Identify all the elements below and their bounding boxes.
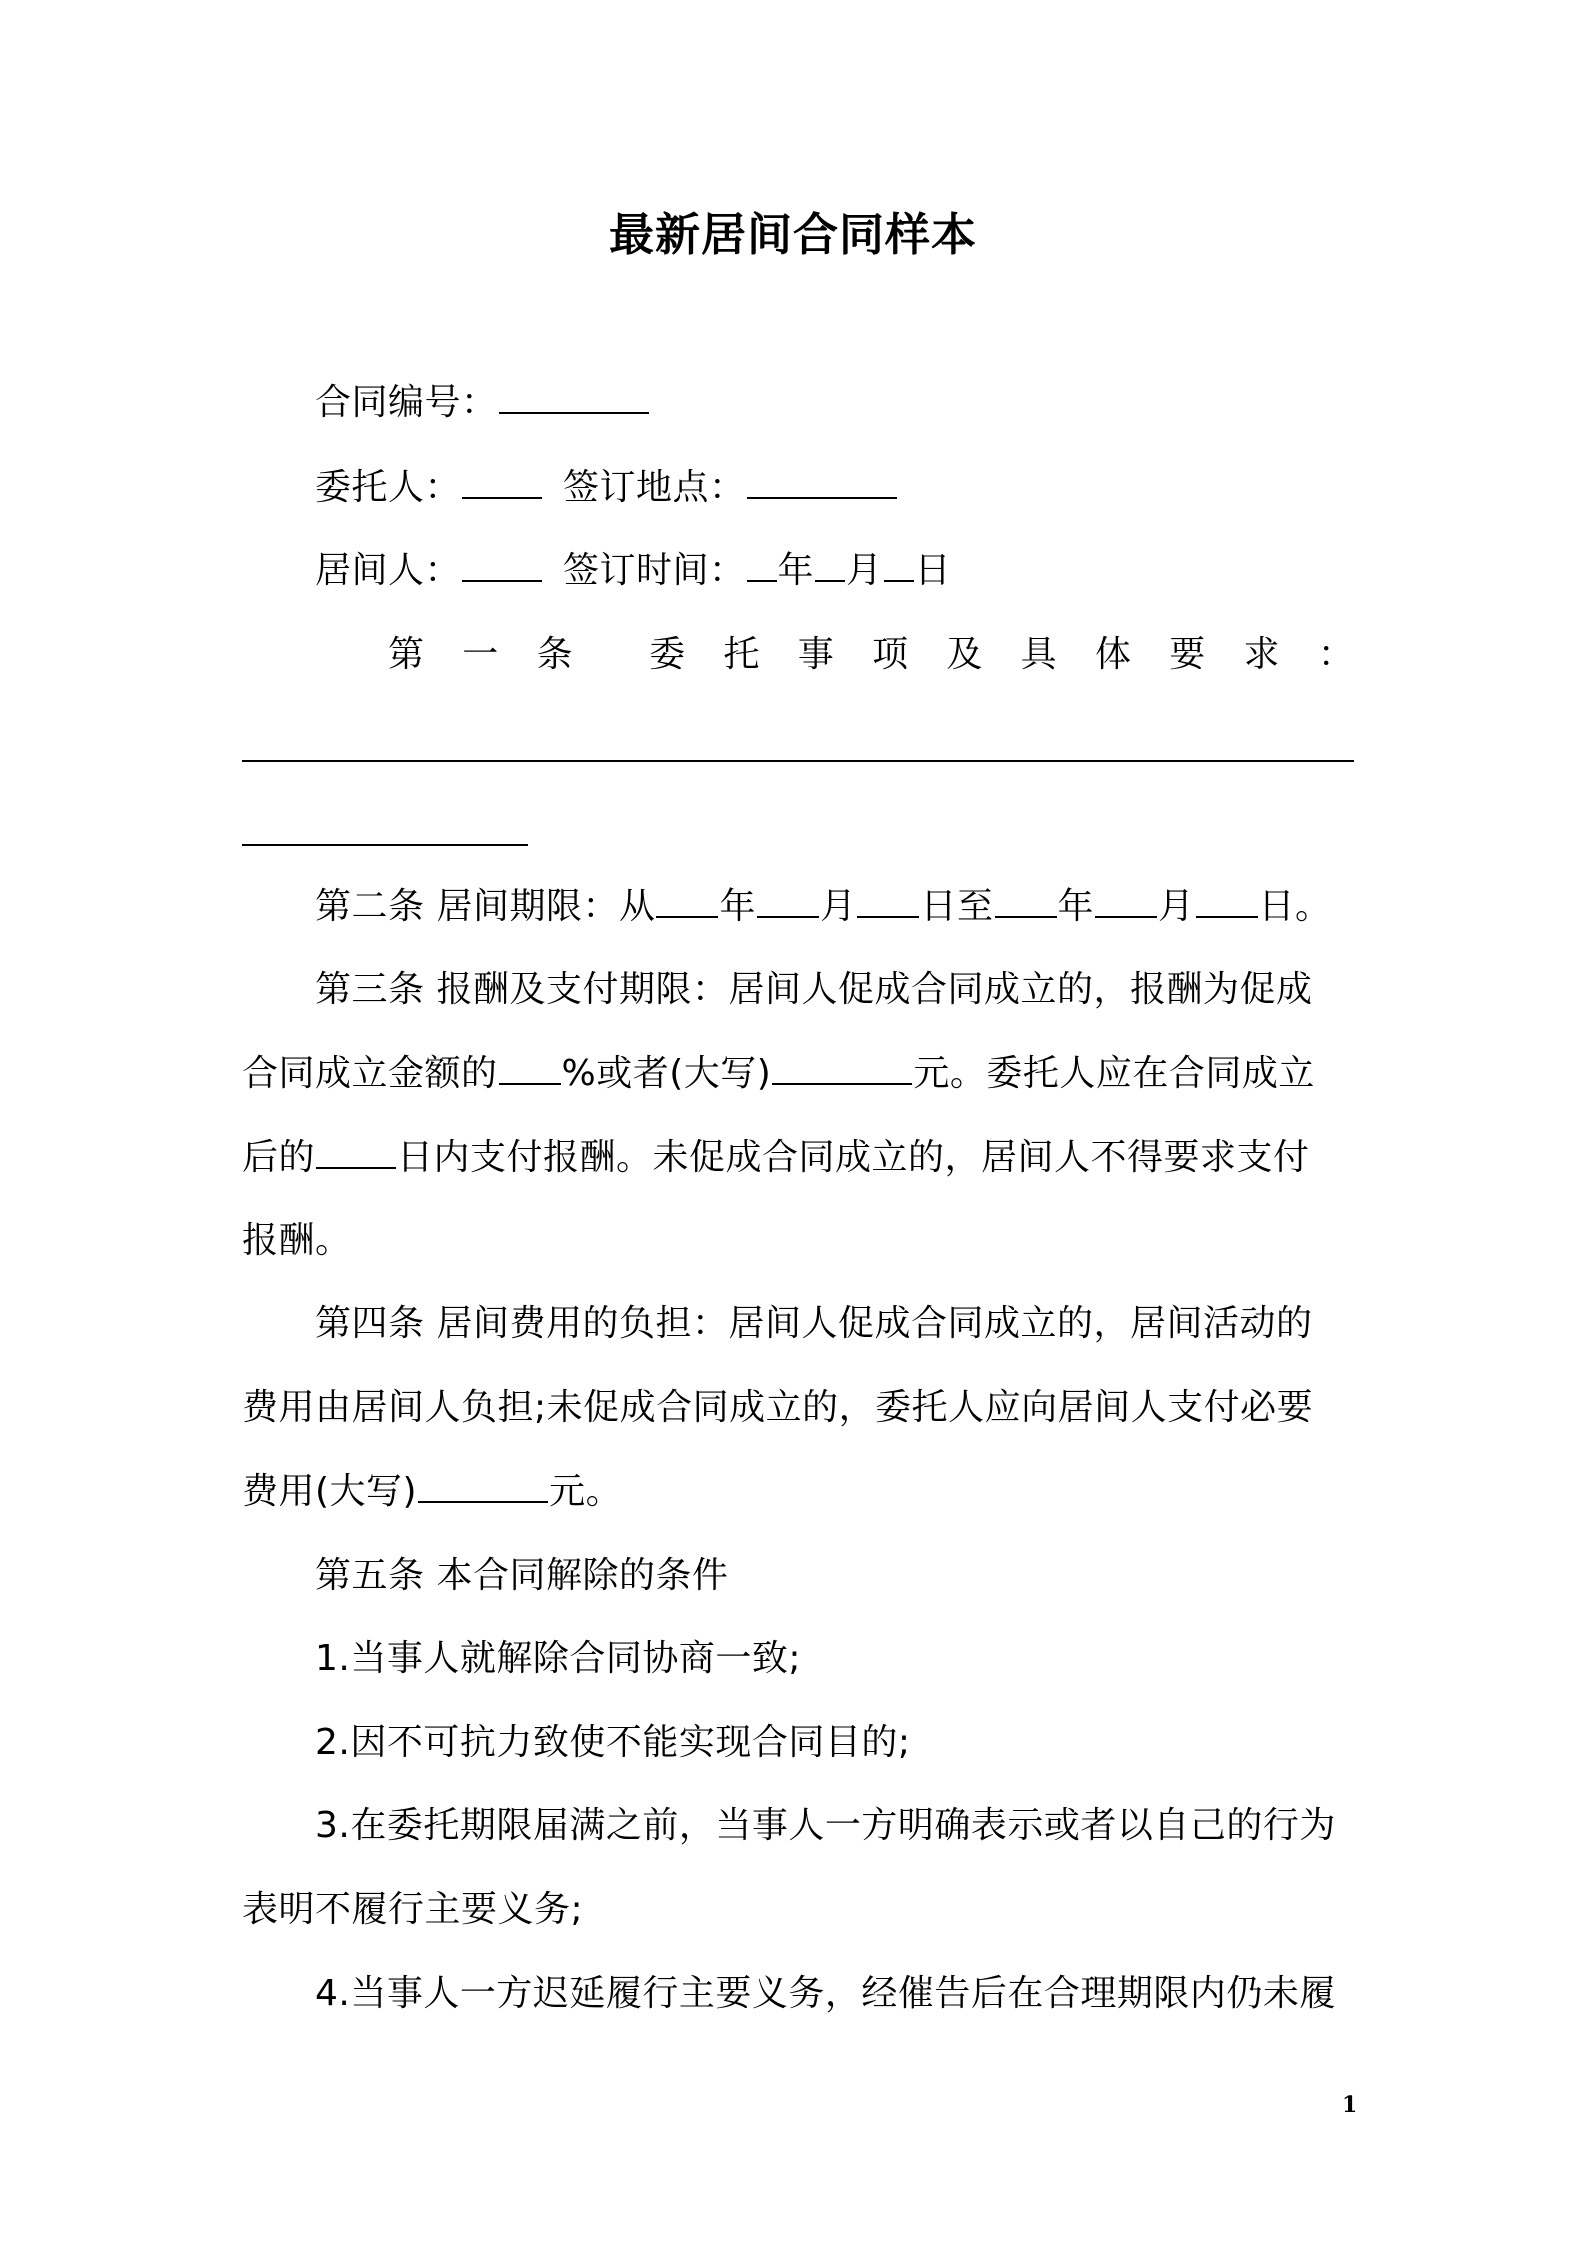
broker-label: 居间人： — [315, 550, 462, 591]
article1-char: 第 — [388, 634, 425, 675]
article2-year: 年 — [719, 886, 756, 927]
sign-month-text: 月 — [846, 550, 883, 591]
sign-day-text: 日 — [914, 550, 952, 591]
article5-heading: 第五条 本合同解除的条件 — [315, 1555, 729, 1596]
sign-place-blank — [747, 496, 897, 499]
article2-year2: 年 — [1057, 886, 1095, 927]
article1-char: 事 — [797, 634, 834, 675]
article1-char: 及 — [946, 634, 983, 675]
sign-place-label: 签订地点： — [563, 467, 746, 508]
article2-blank — [1196, 915, 1258, 918]
article1-char: 项 — [872, 634, 909, 675]
article4-line1: 第四条 居间费用的负担：居间人促成合同成立的，居间活动的 — [315, 1303, 1313, 1344]
article3-line1: 第三条 报酬及支付期限：居间人促成合同成立的，报酬为促成 — [315, 969, 1313, 1010]
sign-year-blank — [747, 579, 777, 582]
article3-text: 元。委托人应在合同成立 — [913, 1053, 1315, 1094]
article1-char: 一 — [462, 634, 499, 675]
article1-char: 条 — [536, 634, 573, 675]
article1-char: 具 — [1020, 634, 1057, 675]
article5-item4-line1: 4.当事人一方迟延履行主要义务，经催告后在合理期限内仍未履 — [315, 1973, 1336, 2014]
article2-end: 日。 — [1258, 886, 1332, 927]
article1-heading — [388, 630, 1354, 680]
page-number: 1 — [1342, 2092, 1358, 2118]
article3-line2 — [242, 1049, 1315, 1099]
sign-time-label: 签订时间： — [563, 550, 746, 591]
article4-text: 费用(大写) — [242, 1471, 418, 1512]
article4-text: 元。 — [549, 1471, 623, 1512]
article3-text: 合同成立金额的 — [242, 1053, 498, 1094]
contract-number-line — [315, 378, 650, 428]
article3-line3 — [242, 1133, 1310, 1183]
article1-char: 委 — [649, 634, 686, 675]
article1-char: 要 — [1169, 634, 1206, 675]
article4-line3 — [242, 1467, 622, 1517]
article2-blank — [857, 915, 919, 918]
article3-amount-blank — [772, 1082, 912, 1085]
article2-month2: 月 — [1158, 886, 1195, 927]
article2-blank — [656, 915, 718, 918]
article5-item2: 2.因不可抗力致使不能实现合同目的; — [315, 1722, 911, 1763]
article2-blank — [757, 915, 819, 918]
article2-prefix: 第二条 居间期限：从 — [315, 886, 656, 927]
sign-day-blank — [884, 579, 914, 582]
broker-line — [315, 546, 951, 596]
article3-text: %或者(大写) — [561, 1053, 772, 1094]
contract-number-blank — [499, 411, 649, 414]
article5-item3-line2: 表明不履行主要义务; — [242, 1889, 584, 1930]
sign-year-text: 年 — [777, 550, 815, 591]
article1-char: ： — [1317, 634, 1354, 675]
article2-to: 日至 — [920, 886, 994, 927]
article1-fill-line-2 — [242, 844, 528, 846]
article2-month: 月 — [819, 886, 857, 927]
article2-line — [315, 882, 1332, 932]
article5-item1: 1.当事人就解除合同协商一致; — [315, 1638, 801, 1679]
article1-char: 求 — [1243, 634, 1280, 675]
article1-char: 托 — [723, 634, 760, 675]
article3-days-blank — [316, 1166, 396, 1169]
sign-month-blank — [815, 579, 845, 582]
article1-char: 体 — [1094, 634, 1131, 675]
article3-line4: 报酬。 — [242, 1220, 352, 1261]
article3-percent-blank — [499, 1082, 561, 1085]
article4-amount-blank — [418, 1500, 548, 1503]
client-line — [315, 463, 898, 513]
article3-text: 日内支付报酬。未促成合同成立的，居间人不得要求支付 — [397, 1137, 1310, 1178]
article5-item3-line1: 3.在委托期限届满之前，当事人一方明确表示或者以自己的行为 — [315, 1805, 1336, 1846]
contract-number-label: 合同编号： — [315, 382, 498, 423]
broker-blank — [462, 579, 542, 582]
article2-blank — [995, 915, 1057, 918]
article2-blank — [1095, 915, 1157, 918]
article4-line2: 费用由居间人负担;未促成合同成立的，委托人应向居间人支付必要 — [242, 1387, 1314, 1428]
client-label: 委托人： — [315, 467, 462, 508]
client-blank — [462, 496, 542, 499]
article1-fill-line-1 — [242, 760, 1354, 762]
document-title: 最新居间合同样本 — [608, 208, 977, 261]
article3-text: 后的 — [242, 1137, 316, 1178]
